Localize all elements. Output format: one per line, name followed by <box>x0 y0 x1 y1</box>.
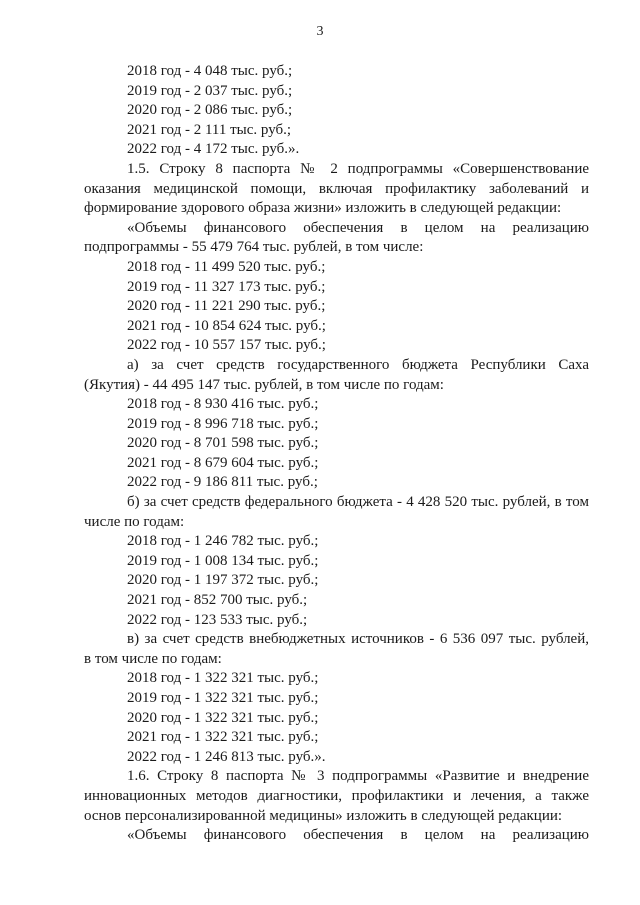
text-line: а) за счет средств государственного бюджета Республики Саха <box>127 356 589 373</box>
text-line: 2022 год - 10 557 157 тыс. руб.; <box>127 337 326 354</box>
text-line: 2018 год - 1 246 782 тыс. руб.; <box>127 533 319 550</box>
document-body <box>84 62 589 846</box>
text-line: 2018 год - 8 930 416 тыс. руб.; <box>127 396 319 413</box>
text-line: 2022 год - 4 172 тыс. руб.». <box>127 141 300 158</box>
text-line: 2021 год - 10 854 624 тыс. руб.; <box>127 317 326 334</box>
text-line: 2018 год - 11 499 520 тыс. руб.; <box>127 258 326 275</box>
text-line: 2020 год - 2 086 тыс. руб.; <box>127 102 293 119</box>
text-line: 2019 год - 1 008 134 тыс. руб.; <box>127 552 319 569</box>
text-line: 2021 год - 852 700 тыс. руб.; <box>127 592 308 609</box>
text-line: 2022 год - 9 186 811 тыс. руб.; <box>127 474 318 491</box>
text-line: (Якутия) - 44 495 147 тыс. рублей, в том числе по годам: <box>84 376 444 393</box>
text-line: 2019 год - 1 322 321 тыс. руб.; <box>127 690 319 706</box>
text-line: 2019 год - 2 037 тыс. руб.; <box>127 82 293 99</box>
text-line: в том числе по годам: <box>84 650 222 667</box>
text-line: 2018 год - 4 048 тыс. руб.; <box>127 63 293 79</box>
text-line: основ персонализированной медицины» изложить в следующей редакции: <box>84 807 563 824</box>
text-line: инновационных методов диагностики, профилактики и лечения, а также <box>84 787 589 804</box>
text-line: в) за счет средств внебюджетных источников - 6 536 097 тыс. рублей, <box>127 631 589 648</box>
text-line: 2019 год - 8 996 718 тыс. руб.; <box>127 415 319 432</box>
page-number: 3 <box>316 24 324 39</box>
text-line: 2021 год - 1 322 321 тыс. руб.; <box>127 729 319 746</box>
text-line: 2019 год - 11 327 173 тыс. руб.; <box>127 278 326 295</box>
text-line: 2022 год - 123 533 тыс. руб.; <box>127 611 308 628</box>
text-line: формирование здорового образа жизни» изложить в следующей редакции: <box>84 200 562 217</box>
text-line: 2020 год - 1 197 372 тыс. руб.; <box>127 572 319 589</box>
text-line: 2020 год - 8 701 598 тыс. руб.; <box>127 435 319 452</box>
text-line: «Объемы финансового обеспечения в целом на реализацию <box>127 219 589 236</box>
text-line: 1.6. Строку 8 паспорта № 3 подпрограммы «Развитие и внедрение <box>127 768 589 785</box>
text-line: 2020 год - 1 322 321 тыс. руб.; <box>127 709 319 726</box>
text-line: числе по годам: <box>84 513 185 530</box>
text-line: 2021 год - 8 679 604 тыс. руб.; <box>127 454 319 471</box>
text-line: 2021 год - 2 111 тыс. руб.; <box>127 121 292 138</box>
text-line: подпрограммы - 55 479 764 тыс. рублей, в том числе: <box>84 239 424 256</box>
text-line: 2022 год - 1 246 813 тыс. руб.». <box>127 748 326 765</box>
text-line: б) за счет средств федерального бюджета - 4 428 520 тыс. рублей, в том <box>127 494 589 511</box>
text-line: «Объемы финансового обеспечения в целом на реализацию <box>127 827 589 844</box>
text-line: 2020 год - 11 221 290 тыс. руб.; <box>127 298 326 315</box>
text-line: оказания медицинской помощи, включая профилактику заболеваний и <box>84 180 589 197</box>
text-line: 1.5. Строку 8 паспорта № 2 подпрограммы «Совершенствование <box>127 160 589 177</box>
text-line: 2018 год - 1 322 321 тыс. руб.; <box>127 670 319 687</box>
